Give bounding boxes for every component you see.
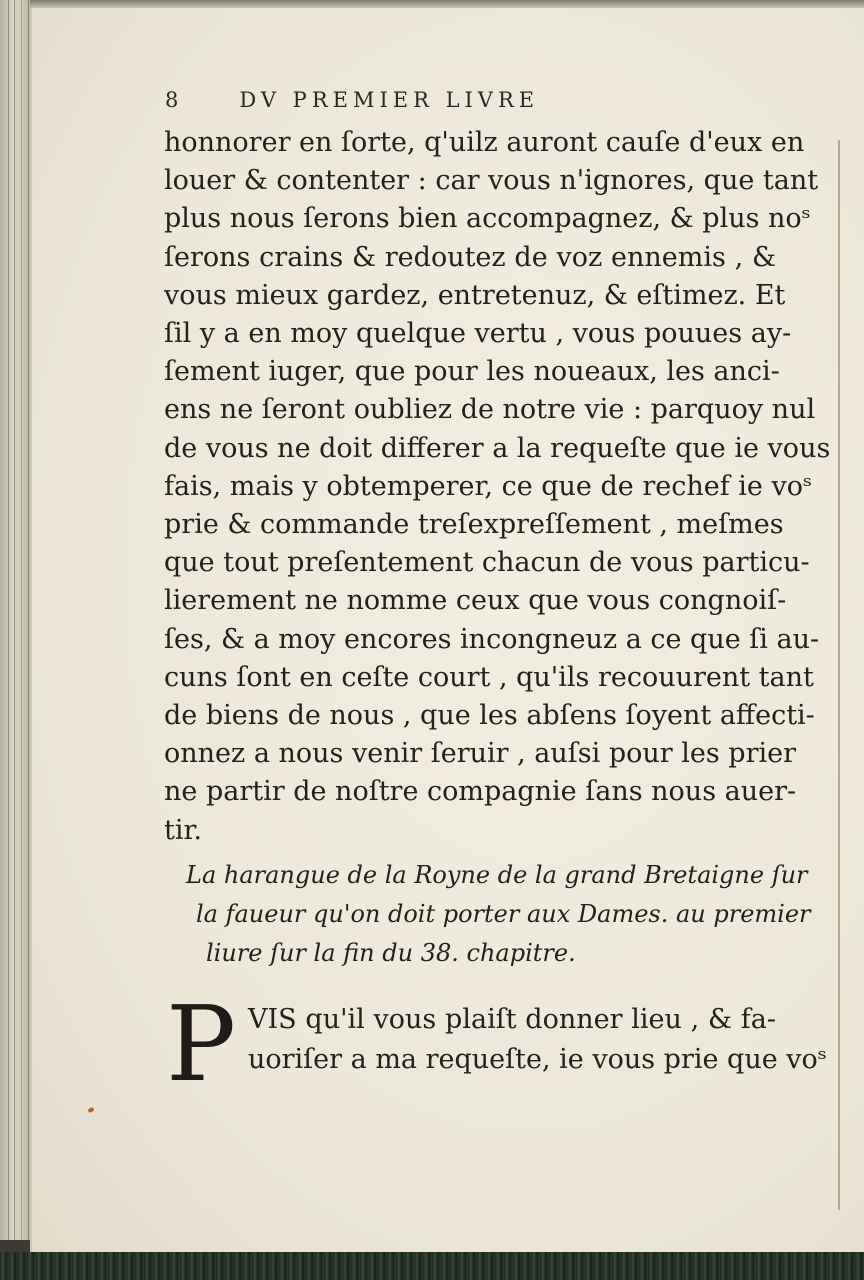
text-line: que tout preſentement chacun de vous particu- (164, 547, 810, 579)
text-line: louer & contenter : car vous n'ignores, que tant (164, 165, 819, 197)
text-line: ſil y a en moy quelque vertu , vous pouues ay- (164, 318, 792, 350)
heading-line: La harangue de la Royne de la grand Bretaigne ſur (186, 861, 808, 889)
heading-line: la faueur qu'on doit porter aux Dames. au premier (196, 900, 811, 928)
body-text (164, 124, 831, 850)
text-line: plus nous ſerons bien accompagnez, & plus noˢ (164, 203, 811, 235)
text-line: vous mieux gardez, entretenuz, & eſtimez. Et (164, 279, 786, 311)
section-heading (186, 856, 811, 973)
text-line: VIS qu'il vous plaiſt donner lieu , & fa- (248, 1004, 776, 1035)
text-line: ſement iuger, que pour les noueaux, les anci- (164, 356, 780, 388)
text-line: ſes, & a moy encores incongneuz a ce que ſi au- (164, 623, 820, 655)
text-line: honnorer en ſorte, q'uilz auront cauſe d'eux en (164, 127, 805, 158)
text-line: fais, mais y obtemperer, ce que de rechef ie voˢ (164, 470, 813, 502)
drop-cap: P (166, 983, 236, 1105)
binding-cloth (0, 1252, 864, 1280)
page-edge-shadow (838, 140, 840, 1210)
text-line: prie & commande treſexpreſſement , meſmes (164, 509, 784, 541)
text-line: ne partir de noſtre compagnie ſans nous auer- (164, 776, 797, 808)
opening-paragraph (248, 1000, 827, 1080)
running-head (165, 88, 539, 112)
page-number: 8 (165, 88, 184, 112)
running-title: DV PREMIER LIVRE (239, 88, 540, 112)
text-line: de vous ne doit differer a la requeſte que ie vous (164, 432, 831, 464)
heading-line: liure ſur la fin du 38. chapitre. (206, 939, 576, 967)
text-line: cuns ſont en ceſte court , qu'ils recouurent tant (164, 661, 814, 693)
text-line: de biens de nous , que les abſens ſoyent affecti- (164, 700, 815, 732)
text-line: uoriſer a ma requeſte, ie vous prie que voˢ (248, 1044, 827, 1075)
text-line: ſerons crains & redoutez de voz ennemis , & (164, 241, 776, 273)
text-line: lierement ne nomme ceux que vous congnoiſ- (164, 585, 787, 617)
text-line: tir. (164, 814, 203, 846)
text-line: onnez a nous venir ſeruir , auſsi pour les prier (164, 738, 797, 770)
text-line: ens ne ſeront oubliez de notre vie : parquoy nul (164, 394, 816, 426)
